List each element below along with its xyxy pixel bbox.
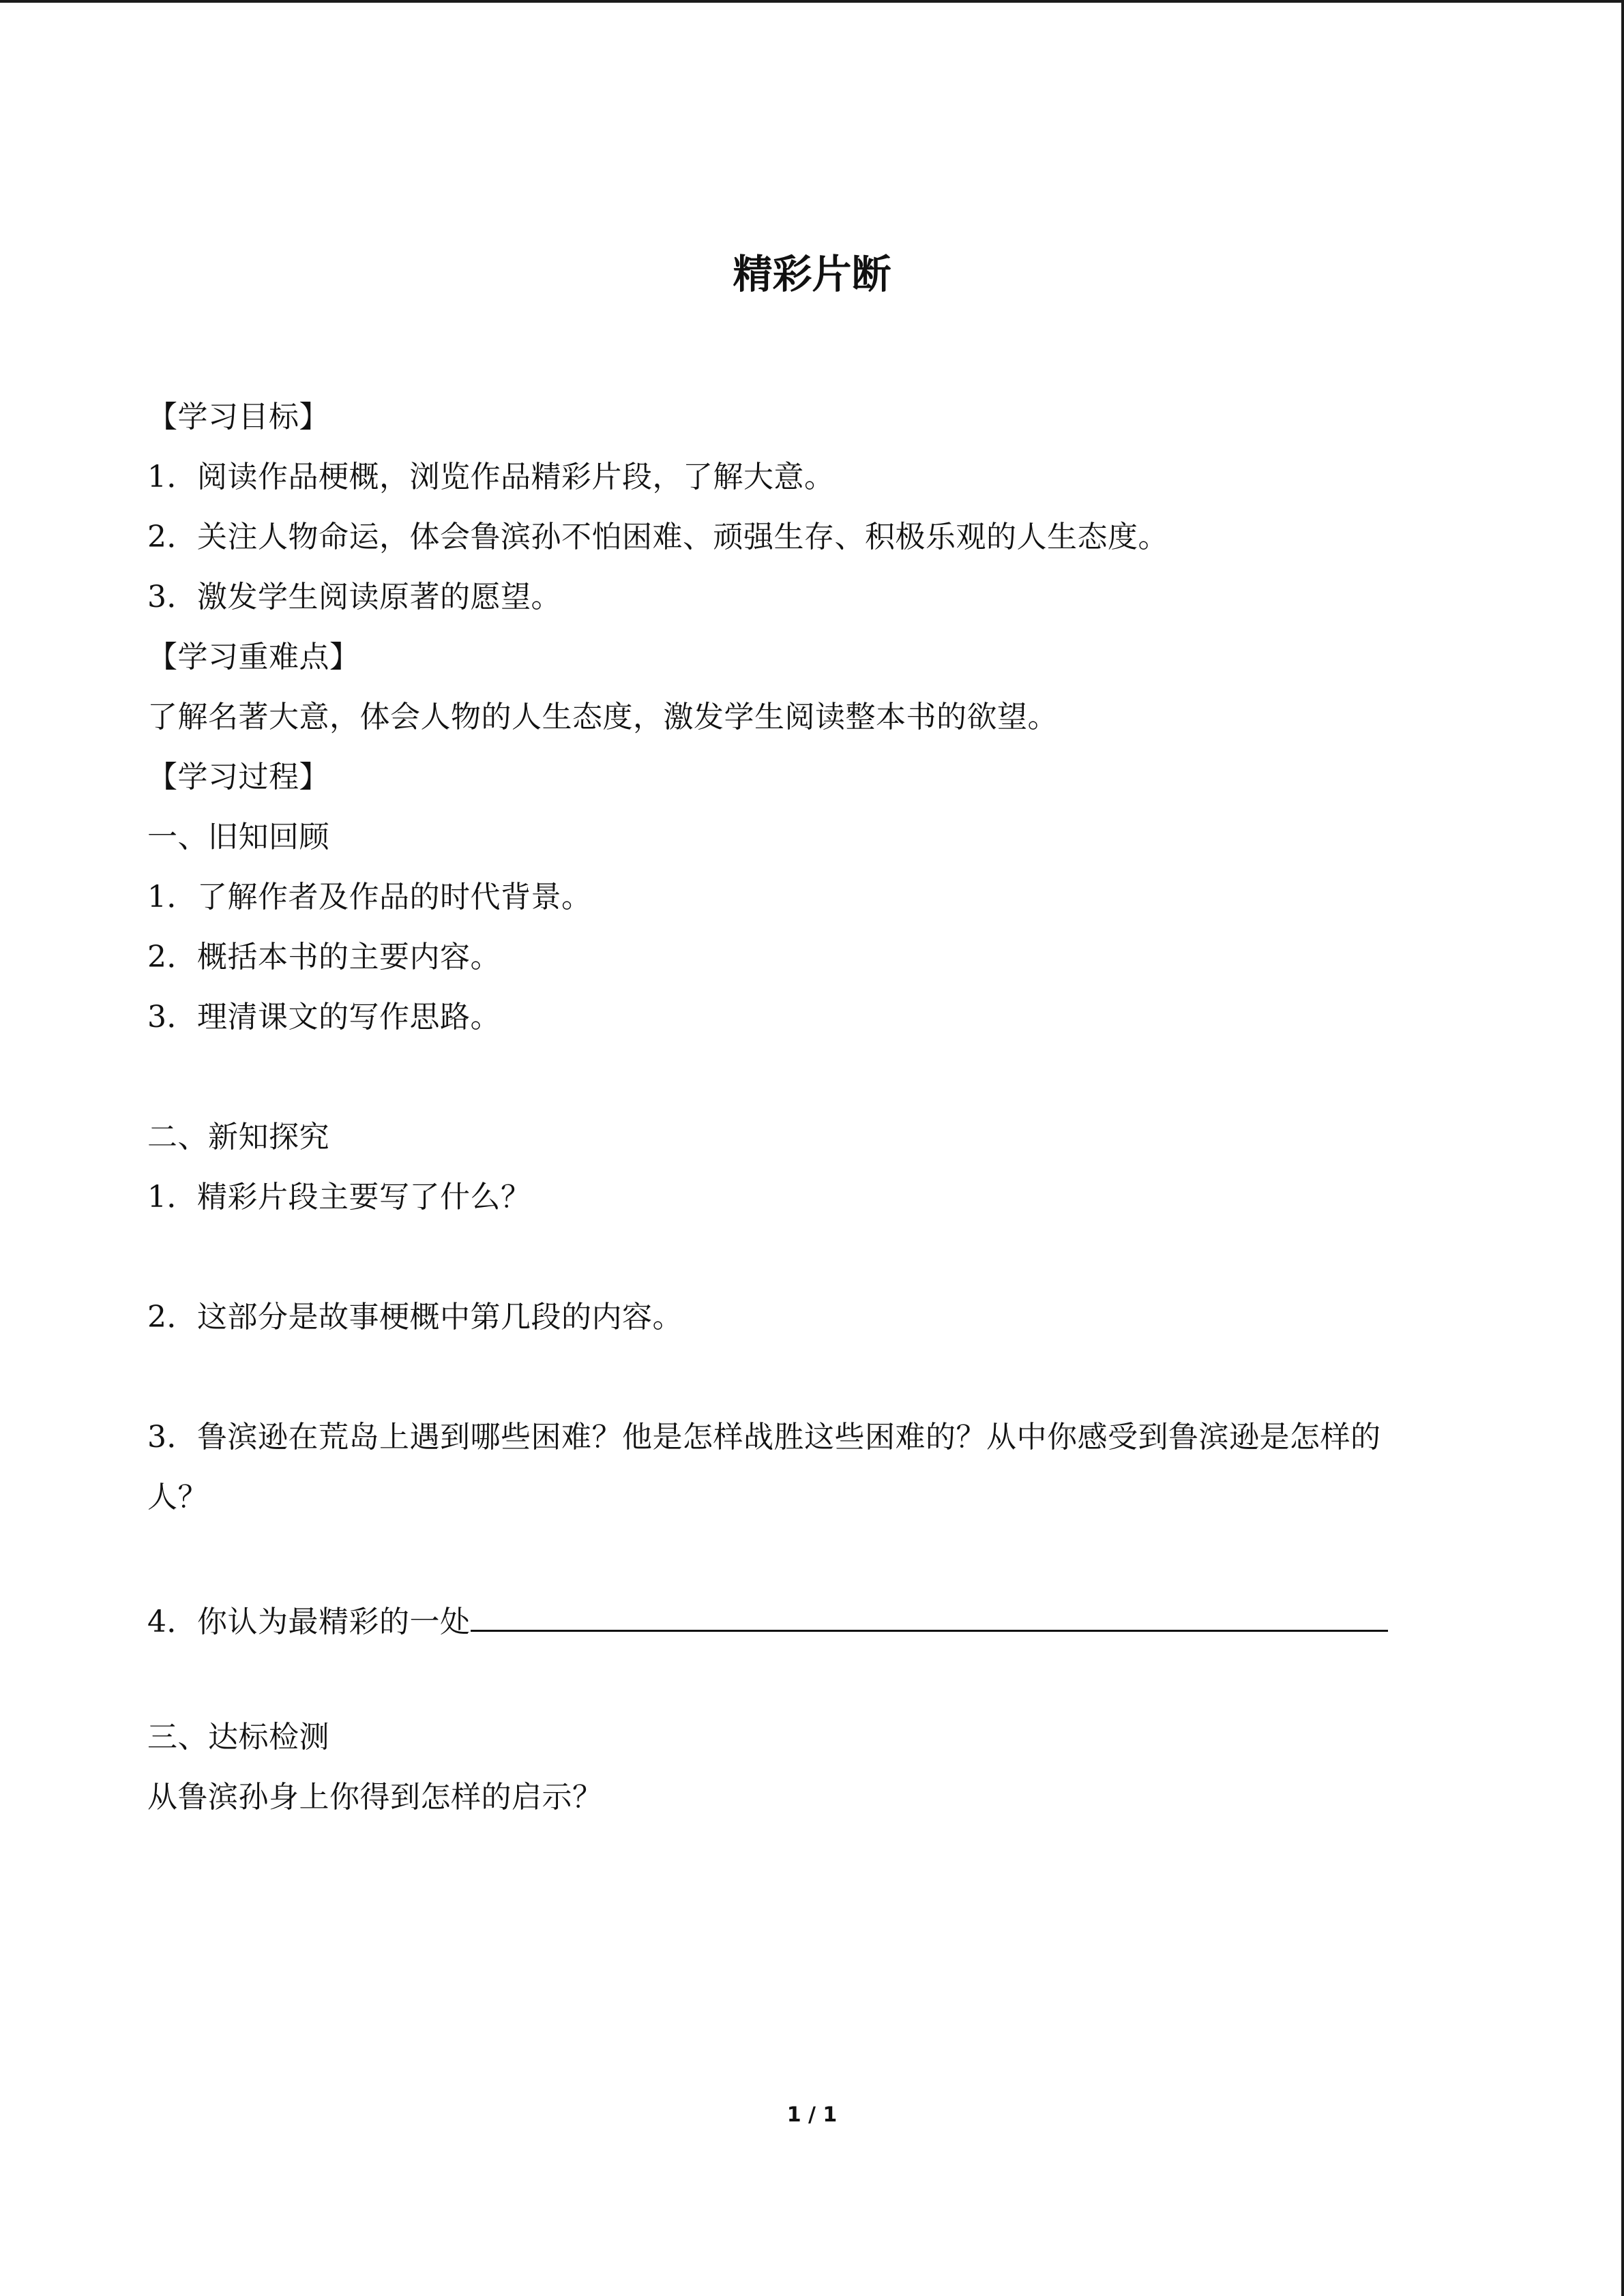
review-item-2: 2．概括本书的主要内容。 [147,940,501,974]
assessment-question: 从鲁滨孙身上你得到怎样的启示？ [147,1780,603,1815]
explore-question-4 [147,1597,1388,1643]
explore-question-2: 2．这部分是故事梗概中第几段的内容。 [147,1300,683,1335]
part-review-heading: 一、旧知回顾 [147,820,329,854]
key-points-text: 了解名著大意，体会人物的人生态度，激发学生阅读整本书的欲望。 [147,700,1058,734]
page-right-border [1621,0,1624,2296]
page-title: 精彩片断 [733,251,891,297]
section-process-heading: 【学习过程】 [147,760,329,794]
answer-blank-line [471,1597,1388,1632]
page-top-border [0,0,1624,3]
section-goals-heading: 【学习目标】 [147,400,329,434]
review-item-1: 1．了解作者及作品的时代背景。 [147,880,592,914]
goal-item-2: 2．关注人物命运，体会鲁滨孙不怕困难、顽强生存、积极乐观的人生态度。 [147,520,1168,554]
section-key-points-heading: 【学习重难点】 [147,640,360,674]
review-item-3: 3．理清课文的写作思路。 [147,1000,501,1034]
goal-item-1: 1．阅读作品梗概，浏览作品精彩片段，了解大意。 [147,460,835,494]
part-explore-heading: 二、新知探究 [147,1120,329,1154]
explore-question-1: 1．精彩片段主要写了什么？ [147,1180,531,1214]
explore-question-3-continued: 人？ [147,1480,208,1515]
explore-question-4-text: 4．你认为最精彩的一处 [147,1605,471,1639]
explore-question-3: 3．鲁滨逊在荒岛上遇到哪些困难？他是怎样战胜这些困难的？从中你感受到鲁滨逊是怎样的 [147,1420,1381,1455]
page-number: 1 / 1 [786,2103,838,2127]
part-assessment-heading: 三、达标检测 [147,1720,329,1755]
goal-item-3: 3．激发学生阅读原著的愿望。 [147,580,561,614]
